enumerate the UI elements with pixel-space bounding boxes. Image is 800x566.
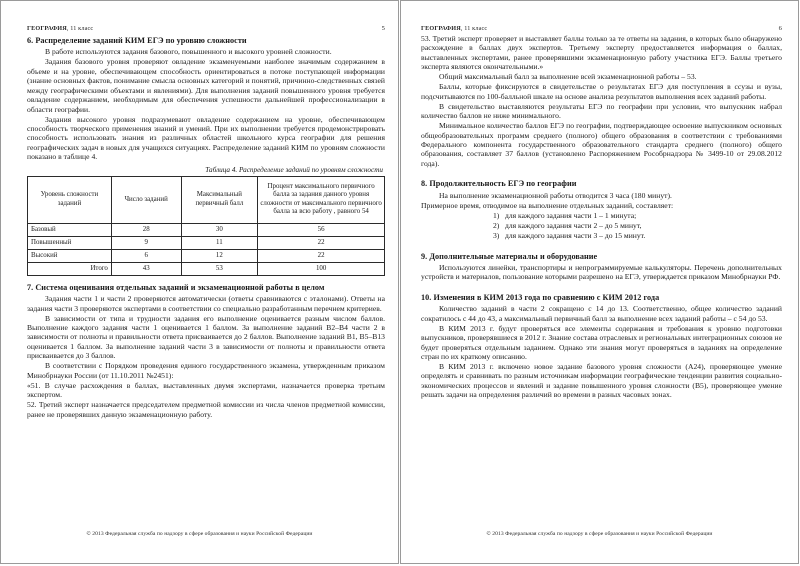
table-header-max-primary: Максимальный первичный балл — [181, 176, 258, 223]
cell-count: 9 — [111, 236, 181, 249]
footer-right — [401, 531, 798, 537]
timing-list — [421, 211, 782, 241]
timing-list-item — [493, 211, 782, 221]
section-7-quote-52: 52. Третий эксперт назначается председателем предметной комиссии из числа членов предметной комиссии, ранее не проверявших данную экзаменационную работу. — [27, 400, 385, 419]
cell-count: 28 — [111, 223, 181, 236]
page-left — [0, 0, 399, 564]
timing-list-item — [493, 221, 782, 231]
section-7-paragraph-2: В зависимости от типа и трудности задания его выполнение оценивается разным числом баллов. Выполнение каждого задания части 1 оценивается 1 баллом. За выполнение заданий В2–В4 части 2 в зависимости от полноты и правильности ответа присваивается до 2 баллов. Выполнение заданий В1, В5–В13 оценивается 1 баллом. За выполнение заданий части 3 в зависимости от полноты и правильности ответа присваивается до 3 баллов. — [27, 313, 385, 361]
table-row — [28, 223, 385, 236]
timing-item-text: для каждого задания части 2 – до 5 минут, — [505, 220, 642, 230]
running-head-subject-right: ГЕОГРАФИЯ — [421, 25, 461, 32]
table-row — [28, 249, 385, 262]
running-head-right — [421, 25, 782, 32]
cell-percent: 56 — [258, 223, 385, 236]
timing-item-text: для каждого задания части 3 – до 15 минут. — [505, 230, 646, 240]
cell-level: Высокий — [28, 249, 112, 262]
heading-section-6: 6. Распределение заданий КИМ ЕГЭ по уровню сложности — [27, 36, 247, 45]
running-head-subject-left: ГЕОГРАФИЯ — [27, 25, 67, 32]
table-header-percent: Процент максимального первичного балла за задания данного уровня сложности от максимального первичного балла за всю работу , равного 54 — [258, 176, 385, 223]
cell-level: Базовый — [28, 223, 112, 236]
timing-item-marker: 3) — [493, 230, 500, 240]
section-7-paragraph-1: Задания части 1 и части 2 проверяются автоматически (ответы сравниваются с эталонами). Ответы на задания части 3 проверяются экспертами в соответствии со специально разработанным перечнем критериев. — [27, 294, 385, 313]
difficulty-distribution-table — [27, 176, 385, 276]
cell-percent: 22 — [258, 236, 385, 249]
timing-item-text: для каждого задания части 1 – 1 минута; — [505, 211, 637, 221]
table-header-level: Уровень сложности заданий — [28, 176, 112, 223]
section-7-paragraph-3: В соответствии с Порядком проведения единого государственного экзамена, утвержденным приказом Минобрнауки России (от 11.10.2011 №2451): — [27, 361, 385, 380]
section-6-paragraph-1: В работе используются задания базового, повышенного и высокого уровней сложности. — [45, 47, 332, 57]
page-right-content — [401, 1, 798, 563]
table-total-row — [28, 262, 385, 275]
running-head-left — [27, 25, 385, 32]
section-7-quote-51: «51. В случае расхождения в баллах, выставленных двумя экспертами, назначается проверка третьим экспертом. — [27, 380, 385, 400]
heading-section-8: 8. Продолжительность ЕГЭ по географии — [421, 179, 577, 189]
table-caption: Таблица 4. Распределение заданий по уровням сложности — [205, 165, 383, 174]
section-10-paragraph-3: В КИМ 2013 г. включено новое задание базового уровня сложности (А24), проверяющее умение определять и сравнивать по разным источникам информации географические тенденции развития социально-экономических процессов и явлений и задание повышенного уровня сложности (В5), проверяющее умение решать задачи на определения различий во времени в разных часовых зонах. — [421, 361, 782, 400]
section-10-paragraph-1: Количество заданий в части 2 сокращено с 14 до 13. Соответственно, общее количество заданий сократилось с 44 до 43, а максимальный первичный балл за выполнение всех заданий работы – с 54 до 53. — [421, 304, 782, 323]
section-6-paragraph-2: Задания базового уровня проверяют овладение экзаменуемыми наиболее значимым содержанием в объеме и на уровне, обеспечивающем способность ориентироваться в потоке поступающей информации (знание основных фактов, понимание смысла основных категорий и понятий, причинно-следственных связей между географическими объектами и явлениями). Для выполнения заданий повышенного уровня требуется овладение содержанием, необходимым для обеспечения успешности дальнейшей профессионализации в области географии. — [27, 57, 385, 114]
table-header-count: Число заданий — [111, 176, 181, 223]
running-head-title-right — [421, 25, 487, 32]
heading-section-7: 7. Система оценивания отдельных заданий и экзаменационной работы в целом — [27, 282, 325, 292]
timing-item-marker: 1) — [493, 211, 500, 221]
cell-total-max-primary: 53 — [181, 262, 258, 275]
heading-section-10: 10. Изменения в КИМ 2013 года по сравнению с КИМ 2012 года — [421, 292, 660, 302]
table-row — [28, 236, 385, 249]
cell-count: 6 — [111, 249, 181, 262]
continuation-paragraph-4: В свидетельство выставляются результаты ЕГЭ по географии при условии, что выпускник набрал количество баллов не ниже минимального. — [421, 101, 782, 121]
table-header-row — [28, 176, 385, 223]
table-body — [28, 223, 385, 275]
page-number-left: 5 — [381, 25, 385, 32]
footer-left — [1, 531, 398, 537]
cell-level: Повышенный — [28, 236, 112, 249]
running-head-title-left — [27, 25, 93, 32]
cell-total-percent: 100 — [258, 262, 385, 275]
continuation-quote-53: 53. Третий эксперт проверяет и выставляет баллы только за те ответы на задания, в которых было обнаружено расхождение в баллах двух экспертов. Третьему эксперту предоставляется информация о баллах, выставленных экспертами, ранее проверявшими экзаменационную работу участника ЕГЭ. Баллы третьего эксперта являются окончательными.» — [421, 34, 782, 72]
section-9-paragraph-1: Используются линейки, транспортиры и непрограммируемые калькуляторы. Перечень дополнительных устройств и материалов, пользование которыми разрешено на ЕГЭ, утверждается приказом Минобрнауки РФ. — [421, 262, 782, 282]
timing-item-marker: 2) — [493, 220, 500, 230]
cell-max-primary: 12 — [181, 249, 258, 262]
timing-list-item — [493, 231, 782, 241]
continuation-paragraph-2: Общий максимальный балл за выполнение всей экзаменационной работы – 53. — [439, 72, 697, 82]
cell-max-primary: 11 — [181, 236, 258, 249]
section-6-paragraph-3: Задания высокого уровня подразумевают овладение содержанием на уровне, обеспечивающем способность творческого применения знаний и умений. При их выполнении требуется продемонстрировать способность использовать знания из различных областей школьного курса географии для решения географических задач в новых для учащихся ситуациях. Распределение заданий КИМ по уровням сложности показано в таблице 4. — [27, 114, 385, 162]
cell-total-count: 43 — [111, 262, 181, 275]
table-head — [28, 176, 385, 223]
heading-section-9: 9. Дополнительные материалы и оборудование — [421, 251, 598, 261]
running-head-grade-right: , 11 класс — [460, 25, 488, 32]
continuation-paragraph-5: Минимальное количество баллов ЕГЭ по географии, подтверждающее освоение выпускником основных общеобразовательных программ среднего (полного) общего образования в соответствии с требованиями Федерального компонента государственного образовательного стандарта среднего (полного) общего образования, составляет 37 баллов (установлено Распоряжением Рособрнадзора № 3499-10 от 29.08.2012 года). — [421, 121, 782, 168]
page-left-content — [1, 1, 398, 563]
section-10-paragraph-2: В КИМ 2013 г. будут проверяться все элементы содержания и требования к уровню подготовки выпускников, проверявшиеся в 2012 г. Знание состава отраслевых и региональных интеграционных союзов не будет проверяться отдельным заданием. Однако эти знания могут проверяться в заданиях на определение стран по их краткому описанию. — [421, 323, 782, 361]
section-8-paragraph-1: На выполнение экзаменационной работы отводится 3 часа (180 минут). — [439, 190, 672, 200]
continuation-paragraph-3: Баллы, которые фиксируются в свидетельстве о результатах ЕГЭ для поступления в ссузы и вузы, подсчитываются по 100-балльной шкале на основе анализа результатов выполнения всех заданий работы. — [421, 82, 782, 101]
cell-percent: 22 — [258, 249, 385, 262]
page-right — [400, 0, 799, 564]
cell-max-primary: 30 — [181, 223, 258, 236]
page-number-right: 6 — [778, 25, 782, 32]
footer-text-left: © 2013 Федеральная служба по надзору в сфере образования и науки Российской Федерации — [86, 531, 313, 537]
footer-text-right: © 2013 Федеральная служба по надзору в сфере образования и науки Российской Федерации — [486, 531, 713, 537]
section-8-paragraph-2: Примерное время, отводимое на выполнение отдельных заданий, составляет: — [421, 200, 674, 210]
cell-total-label: Итого — [28, 262, 112, 275]
running-head-grade-left: , 11 класс — [66, 25, 94, 32]
